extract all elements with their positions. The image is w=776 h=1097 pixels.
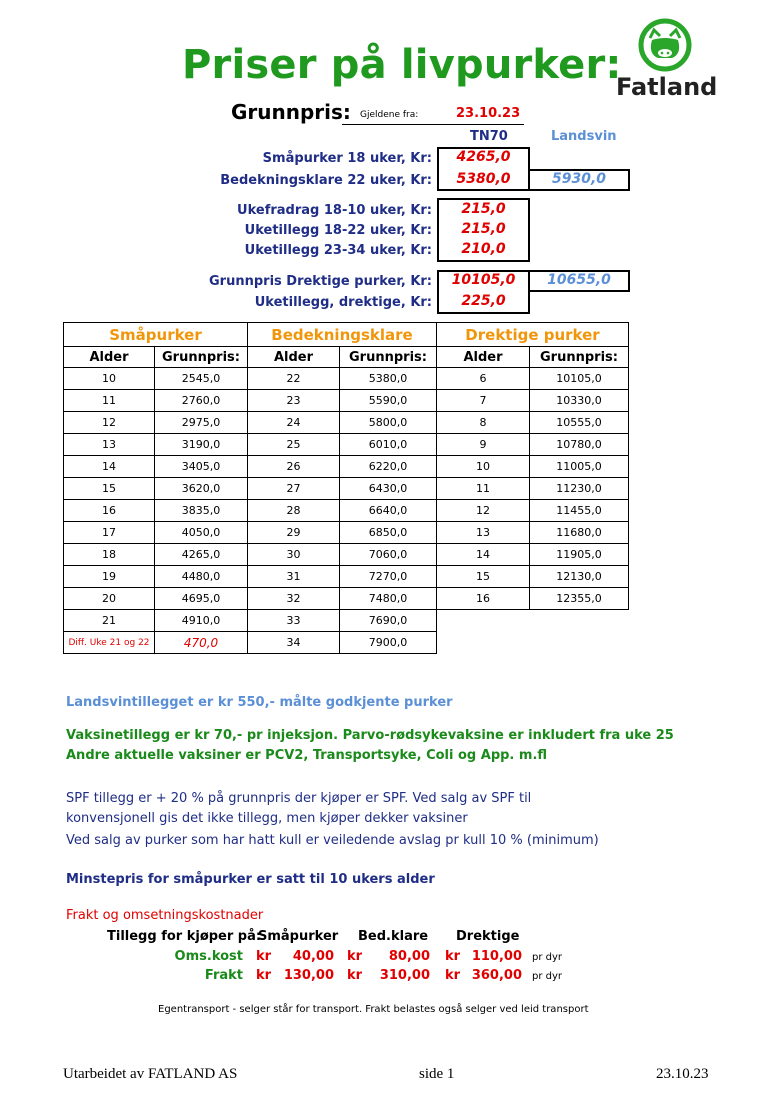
drektige-grunnpris-cell: 11230,0 (530, 478, 629, 500)
drektige-alder-cell: 16 (437, 588, 530, 610)
price-table (63, 322, 629, 654)
col-header-grunnpris: Grunnpris: (530, 347, 629, 368)
smapurker-grunnpris-cell: 470,0 (155, 632, 248, 654)
note-spf-2: konvensjonell gis det ikke tillegg, men kjøper dekker vaksiner (66, 811, 468, 826)
price-label-uketillegg-18-22: Uketillegg 18-22 uker, Kr: (244, 223, 432, 238)
price-label-uketillegg-23-34: Uketillegg 23-34 uker, Kr: (244, 243, 432, 258)
group-header-smapurker: Småpurker (64, 323, 248, 347)
price-label-grunnpris-drektige: Grunnpris Drektige purker, Kr: (209, 274, 432, 289)
drektige-alder-cell: 15 (437, 566, 530, 588)
page-title: Priser på livpurker: (182, 42, 622, 88)
bedekningsklare-alder-cell: 32 (248, 588, 340, 610)
empty-cell (530, 632, 629, 654)
drektige-grunnpris-cell: 10555,0 (530, 412, 629, 434)
frakt-kr: kr (256, 968, 272, 983)
frakt-frakt-drektige: 360,00 (471, 968, 522, 983)
drektige-grunnpris-cell: 10780,0 (530, 434, 629, 456)
drektige-grunnpris-cell: 10330,0 (530, 390, 629, 412)
bedekningsklare-grunnpris-cell: 6220,0 (340, 456, 437, 478)
table-row (64, 544, 629, 566)
frakt-frakt-smapurker: 130,00 (283, 968, 334, 983)
drektige-alder-cell: 11 (437, 478, 530, 500)
drektige-grunnpris-cell: 11680,0 (530, 522, 629, 544)
table-row (64, 412, 629, 434)
frakt-kr: kr (347, 968, 363, 983)
note-vaksine-1: Vaksinetillegg er kr 70,- pr injeksjon. Parvo-rødsykevaksine er inkludert fra uke 25 (66, 728, 674, 743)
drektige-alder-cell: 10 (437, 456, 530, 478)
bedekningsklare-alder-cell: 25 (248, 434, 340, 456)
smapurker-grunnpris-cell: 3190,0 (155, 434, 248, 456)
smapurker-alder-cell: 20 (64, 588, 155, 610)
drektige-alder-cell: 13 (437, 522, 530, 544)
bedekningsklare-grunnpris-cell: 6430,0 (340, 478, 437, 500)
drektige-alder-cell: 12 (437, 500, 530, 522)
price-label-bedekningsklare: Bedekningsklare 22 uker, Kr: (220, 173, 432, 188)
drektige-grunnpris-cell: 12130,0 (530, 566, 629, 588)
table-row (64, 456, 629, 478)
drektige-alder-cell: 9 (437, 434, 530, 456)
table-row (64, 632, 629, 654)
table-row (64, 434, 629, 456)
empty-cell (437, 632, 530, 654)
frakt-kr: kr (256, 949, 272, 964)
smapurker-alder-cell: 17 (64, 522, 155, 544)
frakt-oms-label: Oms.kost (174, 949, 243, 964)
note-spf-1: SPF tillegg er + 20 % på grunnpris der kjøper er SPF. Ved salg av SPF til (66, 791, 532, 806)
price-value-uketillegg-23-34: 210,0 (461, 241, 506, 257)
drektige-alder-cell: 14 (437, 544, 530, 566)
note-kull: Ved salg av purker som har hatt kull er veiledende avslag pr kull 10 % (minimum) (66, 833, 599, 848)
table-row (64, 478, 629, 500)
bedekningsklare-grunnpris-cell: 7480,0 (340, 588, 437, 610)
col-header-alder: Alder (64, 347, 155, 368)
smapurker-grunnpris-cell: 3620,0 (155, 478, 248, 500)
frakt-tillegg-label: Tillegg for kjøper på: (107, 929, 262, 944)
footer-date: 23.10.23 (656, 1066, 709, 1082)
smapurker-grunnpris-cell: 4695,0 (155, 588, 248, 610)
smapurker-alder-cell: 12 (64, 412, 155, 434)
table-row (64, 368, 629, 390)
smapurker-grunnpris-cell: 2760,0 (155, 390, 248, 412)
col-header-alder: Alder (248, 347, 340, 368)
frakt-oms-bedklare: 80,00 (388, 949, 430, 964)
price-label-smapurker: Småpurker 18 uker, Kr: (262, 151, 432, 166)
empty-cell (437, 610, 530, 632)
bedekningsklare-grunnpris-cell: 7060,0 (340, 544, 437, 566)
logo-text: Fatland (616, 73, 718, 101)
bedekningsklare-grunnpris-cell: 5380,0 (340, 368, 437, 390)
egentransport-note: Egentransport - selger står for transport. Frakt belastes også selger ved leid transport (158, 1004, 589, 1015)
frakt-oms-smapurker: 40,00 (292, 949, 334, 964)
frakt-col-smapurker: Småpurker (258, 929, 339, 944)
bedekningsklare-grunnpris-cell: 6640,0 (340, 500, 437, 522)
bedekningsklare-grunnpris-cell: 5590,0 (340, 390, 437, 412)
frakt-kr: kr (445, 968, 461, 983)
smapurker-grunnpris-cell: 4910,0 (155, 610, 248, 632)
bedekningsklare-alder-cell: 22 (248, 368, 340, 390)
frakt-title: Frakt og omsetningskostnader (66, 908, 264, 923)
drektige-alder-cell: 6 (437, 368, 530, 390)
smapurker-grunnpris-cell: 2975,0 (155, 412, 248, 434)
frakt-frakt-label: Frakt (204, 968, 243, 983)
note-landsvin: Landsvintillegget er kr 550,- målte godkjente purker (66, 695, 453, 710)
smapurker-grunnpris-cell: 4480,0 (155, 566, 248, 588)
price-value-grunnpris-drektige-landsvin: 10655,0 (547, 272, 611, 288)
price-value-bedekningsklare: 5380,0 (456, 171, 511, 187)
frakt-col-bedklare: Bed.klare (358, 929, 429, 944)
smapurker-alder-cell: 18 (64, 544, 155, 566)
footer-author: Utarbeidet av FATLAND AS (63, 1066, 238, 1082)
frakt-oms-drektige: 110,00 (471, 949, 522, 964)
smapurker-alder-cell: 14 (64, 456, 155, 478)
bedekningsklare-alder-cell: 26 (248, 456, 340, 478)
col-header-grunnpris: Grunnpris: (155, 347, 248, 368)
grunnpris-label: Grunnpris: (231, 100, 351, 124)
frakt-pr-dyr: pr dyr (532, 952, 563, 963)
col-header-landsvin: Landsvin (551, 129, 617, 144)
bedekningsklare-alder-cell: 28 (248, 500, 340, 522)
smapurker-grunnpris-cell: 3405,0 (155, 456, 248, 478)
smapurker-alder-cell: 15 (64, 478, 155, 500)
drektige-grunnpris-cell: 12355,0 (530, 588, 629, 610)
frakt-frakt-bedklare: 310,00 (379, 968, 430, 983)
smapurker-alder-cell: 19 (64, 566, 155, 588)
gjeldene-date: 23.10.23 (456, 106, 521, 121)
footer-page: side 1 (419, 1066, 455, 1082)
frakt-col-drektige: Drektige (456, 929, 520, 944)
price-value-grunnpris-drektige: 10105,0 (451, 272, 516, 288)
bedekningsklare-grunnpris-cell: 5800,0 (340, 412, 437, 434)
smapurker-grunnpris-cell: 4050,0 (155, 522, 248, 544)
price-value-uketillegg-drektige: 225,0 (461, 293, 506, 309)
price-value-bedekningsklare-landsvin: 5930,0 (551, 171, 607, 187)
smapurker-grunnpris-cell: 2545,0 (155, 368, 248, 390)
smapurker-alder-cell: Diff. Uke 21 og 22 (64, 632, 155, 654)
bedekningsklare-grunnpris-cell: 6850,0 (340, 522, 437, 544)
price-value-smapurker: 4265,0 (456, 149, 511, 165)
gjeldene-label: Gjeldene fra: (360, 110, 419, 120)
drektige-grunnpris-cell: 11455,0 (530, 500, 629, 522)
price-label-ukefradrag: Ukefradrag 18-10 uker, Kr: (237, 203, 432, 218)
smapurker-alder-cell: 13 (64, 434, 155, 456)
smapurker-alder-cell: 21 (64, 610, 155, 632)
bedekningsklare-grunnpris-cell: 6010,0 (340, 434, 437, 456)
price-value-uketillegg-18-22: 215,0 (461, 221, 506, 237)
note-minstepris: Minstepris for småpurker er satt til 10 ukers alder (66, 872, 435, 887)
bedekningsklare-alder-cell: 23 (248, 390, 340, 412)
bedekningsklare-alder-cell: 29 (248, 522, 340, 544)
empty-cell (530, 610, 629, 632)
bedekningsklare-alder-cell: 24 (248, 412, 340, 434)
price-label-uketillegg-drektige: Uketillegg, drektige, Kr: (254, 295, 432, 310)
bedekningsklare-grunnpris-cell: 7900,0 (340, 632, 437, 654)
col-header-alder: Alder (437, 347, 530, 368)
drektige-grunnpris-cell: 11005,0 (530, 456, 629, 478)
smapurker-alder-cell: 10 (64, 368, 155, 390)
bedekningsklare-alder-cell: 31 (248, 566, 340, 588)
smapurker-alder-cell: 11 (64, 390, 155, 412)
frakt-kr: kr (445, 949, 461, 964)
bedekningsklare-alder-cell: 30 (248, 544, 340, 566)
table-row (64, 566, 629, 588)
bedekningsklare-alder-cell: 34 (248, 632, 340, 654)
table-row (64, 588, 629, 610)
bedekningsklare-grunnpris-cell: 7270,0 (340, 566, 437, 588)
col-header-tn70: TN70 (470, 129, 508, 144)
bedekningsklare-grunnpris-cell: 7690,0 (340, 610, 437, 632)
frakt-kr: kr (347, 949, 363, 964)
note-vaksine-2: Andre aktuelle vaksiner er PCV2, Transportsyke, Coli og App. m.fl (66, 748, 548, 763)
bedekningsklare-alder-cell: 33 (248, 610, 340, 632)
table-row (64, 522, 629, 544)
drektige-alder-cell: 8 (437, 412, 530, 434)
bedekningsklare-alder-cell: 27 (248, 478, 340, 500)
price-value-ukefradrag: 215,0 (461, 201, 506, 217)
smapurker-alder-cell: 16 (64, 500, 155, 522)
drektige-grunnpris-cell: 11905,0 (530, 544, 629, 566)
group-header-bedekningsklare: Bedekningsklare (248, 323, 437, 347)
drektige-alder-cell: 7 (437, 390, 530, 412)
group-header-drektige: Drektige purker (437, 323, 629, 347)
table-row (64, 390, 629, 412)
table-row (64, 610, 629, 632)
smapurker-grunnpris-cell: 3835,0 (155, 500, 248, 522)
drektige-grunnpris-cell: 10105,0 (530, 368, 629, 390)
frakt-pr-dyr: pr dyr (532, 971, 563, 982)
table-row (64, 500, 629, 522)
smapurker-grunnpris-cell: 4265,0 (155, 544, 248, 566)
col-header-grunnpris: Grunnpris: (340, 347, 437, 368)
